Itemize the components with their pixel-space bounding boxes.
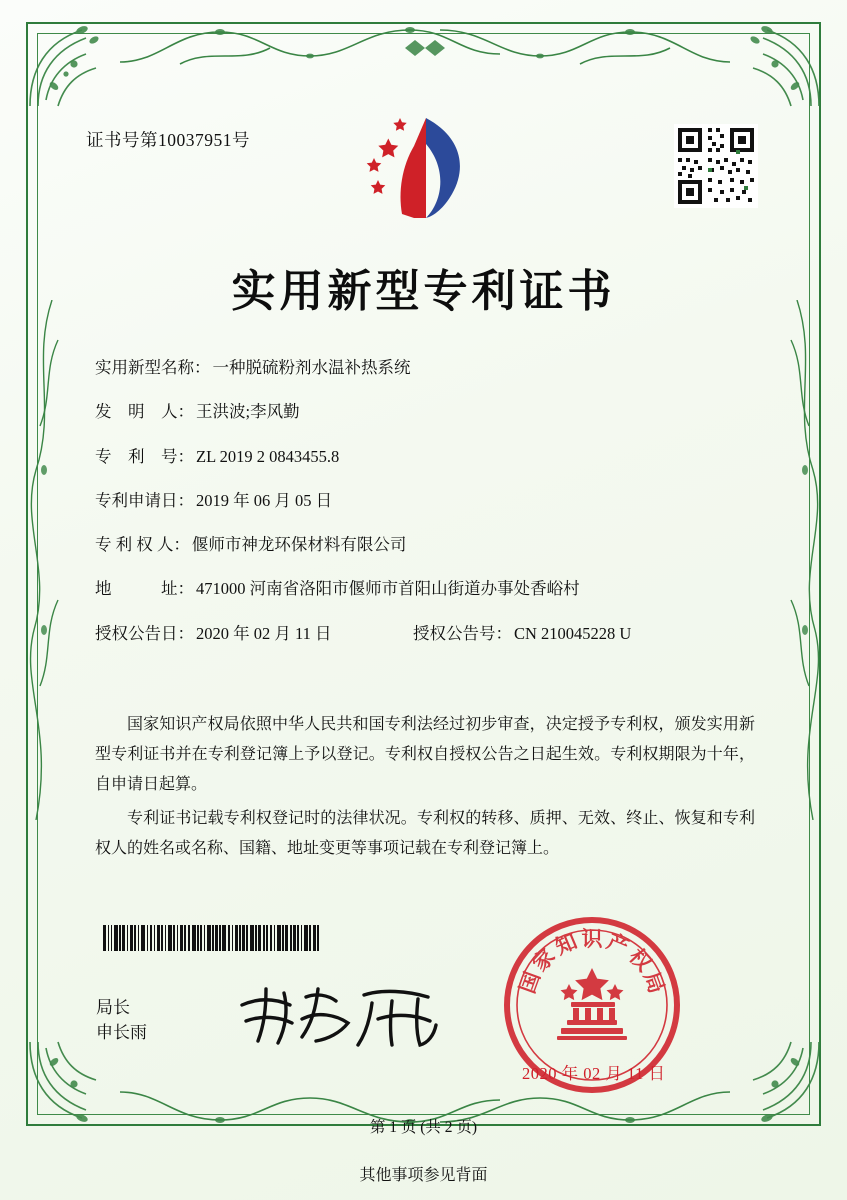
field-row-patentee — [95, 535, 755, 555]
legal-text-block — [95, 710, 755, 868]
left-ornament-band — [22, 300, 62, 820]
paragraph-register: 专利证书记载专利权登记时的法律状况。专利权的转移、质押、无效、终止、恢复和专利权人的姓名或名称、国籍、地址变更等事项记载在专利登记簿上。 — [95, 810, 755, 857]
svg-text:国: 国 — [514, 968, 545, 997]
signature-title: 局长 — [96, 998, 130, 1017]
field-row-name — [95, 358, 755, 378]
field-label: 专 利 号： — [95, 446, 194, 466]
field-value: 471000 河南省洛阳市偃师市首阳山街道办事处香峪村 — [196, 579, 580, 599]
field-value: 一种脱硫粉剂水温补热系统 — [212, 358, 411, 377]
barcode-icon — [103, 925, 325, 951]
field-row-patent-number — [95, 447, 755, 467]
field-row-inventor — [95, 402, 755, 422]
certificate-number: 证书号第10037951号 — [86, 130, 250, 150]
field-label: 授权公告日： — [95, 623, 194, 643]
svg-text:家: 家 — [527, 943, 560, 976]
grant-number-group — [413, 624, 631, 644]
fields-list — [95, 358, 755, 644]
right-ornament-band — [787, 300, 827, 820]
seal-date: 2020 年 02 月 11 日 — [522, 1064, 666, 1083]
field-label: 地 址： — [95, 579, 194, 599]
field-row-grant — [95, 624, 755, 644]
field-value: 2019 年 06 月 05 日 — [196, 490, 333, 510]
corner-ornament-top-right — [733, 20, 825, 112]
svg-text:知: 知 — [551, 928, 581, 960]
qr-code-icon — [674, 124, 758, 208]
field-label: 专利申请日： — [95, 490, 194, 510]
signature-name: 申长雨 — [96, 1023, 147, 1042]
patent-office-emblem-icon — [356, 110, 482, 228]
field-value: CN 210045228 U — [514, 623, 632, 643]
page-title: 实用新型专利证书 — [231, 266, 616, 317]
field-label: 实用新型名称： — [95, 358, 211, 377]
signature-labels — [96, 995, 147, 1045]
field-value: 王洪波;李风勤 — [196, 402, 300, 422]
paragraph-grant: 国家知识产权局依照中华人民共和国专利法经过初步审查，决定授予专利权，颁发实用新型专利证书并在专利登记簿上予以登记。专利权自授权公告之日起生效。专利权期限为十年，自申请日起算。 — [95, 716, 755, 793]
field-label: 专 利 权 人： — [95, 535, 190, 555]
grant-date-group — [95, 624, 413, 644]
field-label: 授权公告号： — [413, 623, 512, 643]
field-value: 2020 年 02 月 11 日 — [196, 623, 332, 643]
svg-text:产: 产 — [603, 928, 633, 960]
svg-text:权: 权 — [624, 943, 657, 976]
svg-text:局: 局 — [639, 968, 670, 997]
footer-note: 其他事项参见背面 — [359, 1167, 488, 1184]
field-row-address — [95, 579, 755, 599]
field-value: ZL 2019 2 0843455.8 — [196, 446, 340, 466]
handwritten-signature-icon — [232, 975, 452, 1055]
top-ornament-band — [120, 22, 730, 70]
field-label: 发 明 人： — [95, 402, 194, 422]
svg-text:识: 识 — [581, 926, 603, 951]
field-row-application-date — [95, 491, 755, 511]
corner-ornament-top-left — [24, 20, 116, 112]
page-number: 第 1 页 (共 2 页) — [369, 1119, 478, 1136]
field-value: 偃师市神龙环保材料有限公司 — [191, 535, 407, 555]
